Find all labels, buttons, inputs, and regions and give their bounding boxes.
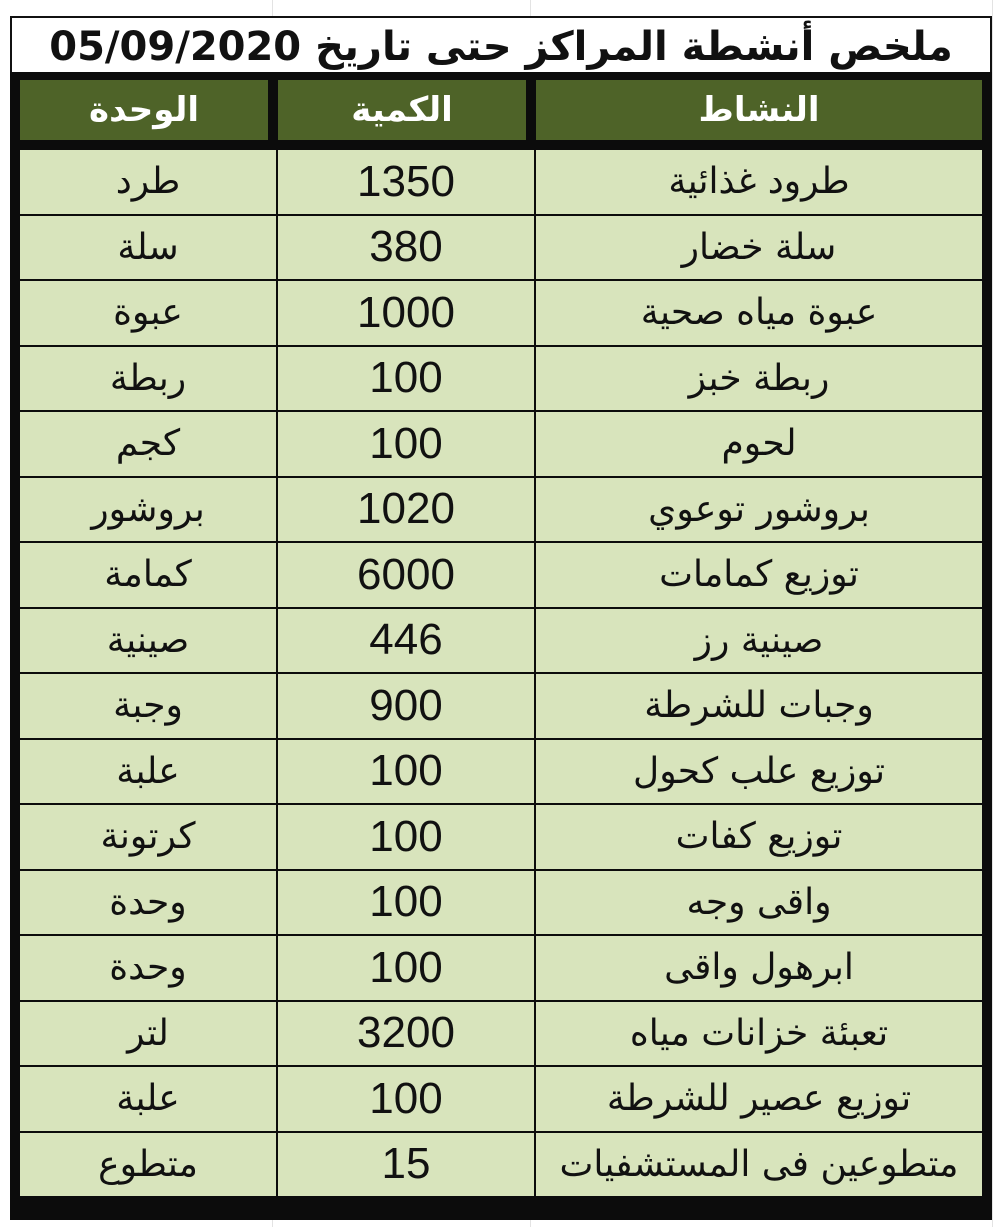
quantity-cell: 1350 xyxy=(278,150,534,214)
unit-cell: طرد xyxy=(20,150,276,214)
activity-cell: ربطة خبز xyxy=(536,347,982,411)
table-row xyxy=(10,1002,992,1066)
activity-cell: بروشور توعوي xyxy=(536,478,982,542)
quantity-cell: 446 xyxy=(278,609,534,673)
quantity-cell: 6000 xyxy=(278,543,534,607)
table-row xyxy=(10,281,992,345)
unit-cell: صينية xyxy=(20,609,276,673)
activity-cell: توزيع كفات xyxy=(536,805,982,869)
unit-cell: كرتونة xyxy=(20,805,276,869)
title-bar xyxy=(10,16,992,78)
table-row xyxy=(10,609,992,673)
unit-cell: سلة xyxy=(20,216,276,280)
unit-cell: ربطة xyxy=(20,347,276,411)
table-row xyxy=(10,805,992,869)
unit-cell: علبة xyxy=(20,740,276,804)
unit-cell: عبوة xyxy=(20,281,276,345)
table-row xyxy=(10,216,992,280)
quantity-cell: 900 xyxy=(278,674,534,738)
header-quantity: الكمية xyxy=(278,80,526,140)
quantity-cell: 100 xyxy=(278,1067,534,1131)
unit-cell: كمامة xyxy=(20,543,276,607)
quantity-cell: 1000 xyxy=(278,281,534,345)
activity-cell: عبوة مياه صحية xyxy=(536,281,982,345)
activity-cell: واقى وجه xyxy=(536,871,982,935)
unit-cell: وحدة xyxy=(20,936,276,1000)
quantity-cell: 100 xyxy=(278,871,534,935)
header-row xyxy=(10,80,992,140)
activities-table xyxy=(10,72,992,1220)
quantity-cell: 15 xyxy=(278,1133,534,1197)
unit-cell: كجم xyxy=(20,412,276,476)
quantity-cell: 3200 xyxy=(278,1002,534,1066)
activity-cell: توزيع كمامات xyxy=(536,543,982,607)
activity-cell: سلة خضار xyxy=(536,216,982,280)
activity-cell: وجبات للشرطة xyxy=(536,674,982,738)
table-row xyxy=(10,1067,992,1131)
quantity-cell: 100 xyxy=(278,412,534,476)
quantity-cell: 100 xyxy=(278,805,534,869)
quantity-cell: 100 xyxy=(278,740,534,804)
activity-cell: ابرهول واقى xyxy=(536,936,982,1000)
unit-cell: بروشور xyxy=(20,478,276,542)
unit-cell: وحدة xyxy=(20,871,276,935)
page-title: ملخص أنشطة المراكز حتى تاريخ 05/09/2020 xyxy=(49,24,953,70)
quantity-cell: 1020 xyxy=(278,478,534,542)
table-row xyxy=(10,936,992,1000)
activity-cell: توزيع علب كحول xyxy=(536,740,982,804)
unit-cell: علبة xyxy=(20,1067,276,1131)
activity-cell: تعبئة خزانات مياه xyxy=(536,1002,982,1066)
header-activity: النشاط xyxy=(536,80,982,140)
header-unit: الوحدة xyxy=(20,80,268,140)
quantity-cell: 100 xyxy=(278,347,534,411)
unit-cell: وجبة xyxy=(20,674,276,738)
grid-line xyxy=(992,0,993,1227)
table-row xyxy=(10,478,992,542)
unit-cell: لتر xyxy=(20,1002,276,1066)
table-row xyxy=(10,543,992,607)
quantity-cell: 100 xyxy=(278,936,534,1000)
table-row xyxy=(10,347,992,411)
activity-cell: توزيع عصير للشرطة xyxy=(536,1067,982,1131)
activity-cell: متطوعين فى المستشفيات xyxy=(536,1133,982,1197)
table-row xyxy=(10,412,992,476)
activity-cell: صينية رز xyxy=(536,609,982,673)
table-row xyxy=(10,1133,992,1197)
table-row xyxy=(10,871,992,935)
table-row xyxy=(10,674,992,738)
unit-cell: متطوع xyxy=(20,1133,276,1197)
table-row xyxy=(10,740,992,804)
table-row xyxy=(10,150,992,214)
activity-cell: طرود غذائية xyxy=(536,150,982,214)
activity-cell: لحوم xyxy=(536,412,982,476)
quantity-cell: 380 xyxy=(278,216,534,280)
